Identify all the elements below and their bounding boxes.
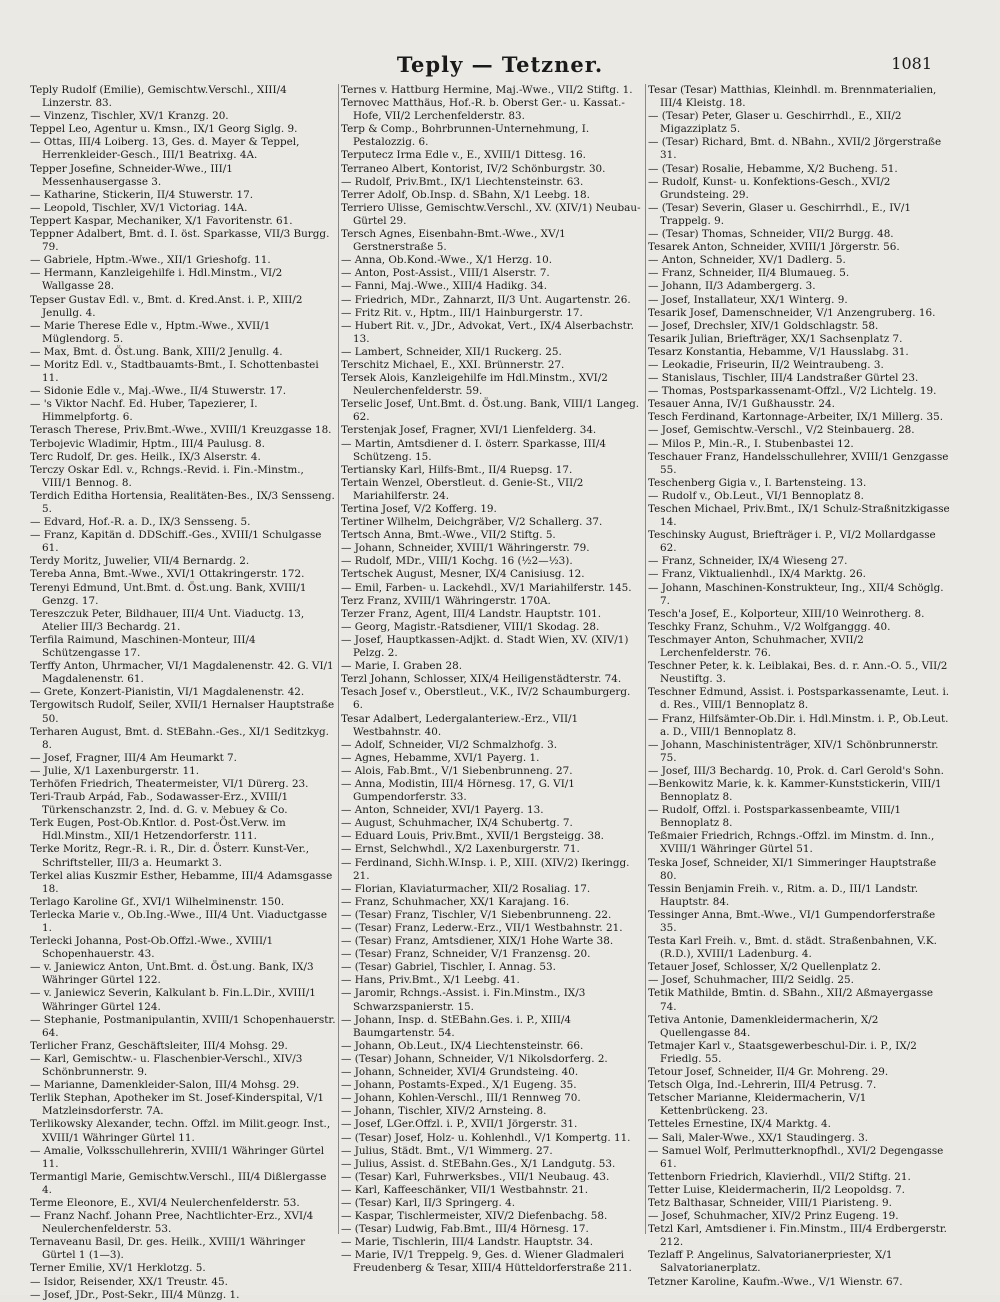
directory-entry: — Josef, Drechsler, XIV/1 Goldschlagstr. 58. (648, 319, 879, 332)
directory-entry: — v. Janiewicz Anton, Unt.Bmt. d. Öst.ung. Bank, IX/3 Währinger Gürtel 122. (30, 961, 314, 987)
directory-entry: Tesach Josef v., Oberstleut., V.K., IV/2 Schaumburgerg. 6. (341, 686, 631, 712)
directory-entry: — Johann, Kohlen-Verschl., III/1 Rennweg 70. (341, 1092, 581, 1105)
directory-entry: — Karl, Kaffeeschänker, VII/1 Westbahnstr. 21. (341, 1183, 589, 1196)
directory-entry: — Johann, Tischler, XIV/2 Arnsteing. 8. (341, 1105, 547, 1118)
directory-entry: Terschitz Michael, E., XXI. Brünnerstr. 27. (341, 358, 565, 371)
directory-entry: — Katharine, Stickerin, II/4 Stuwerstr. 17. (30, 188, 254, 201)
directory-entry: — (Tesar) Franz, Schneider, V/1 Franzensg. 20. (341, 948, 591, 961)
directory-entry: — Eduard Louis, Priv.Bmt., XVII/1 Bergsteigg. 38. (341, 830, 604, 843)
directory-entry: Terczy Oskar Edl. v., Rchngs.-Revid. i. Fin.-Minstm., VIII/1 Bennog. 8. (30, 463, 304, 489)
directory-entry: Tesch'a Josef, E., Kolporteur, XIII/10 Weinrotherg. 8. (648, 607, 925, 620)
directory-entry: — Johann, Maschinen-Konstrukteur, Ing., XII/4 Schöglg. 7. (648, 581, 944, 607)
directory-entry: Terffy Anton, Uhrmacher, VI/1 Magdalenenstr. 42. G. VI/1 Magdalenenstr. 61. (30, 660, 334, 686)
directory-entry: — Franz, Kapitän d. DDSchiff.-Ges., XVIII/1 Schulgasse 61. (30, 529, 322, 555)
directory-entry: — Marianne, Damenkleider-Salon, III/4 Mohsg. 29. (30, 1079, 300, 1092)
directory-entry: — Franz, Hilfsämter-Ob.Dir. i. Hdl.Minstm. i. P., Ob.Leut. a. D., VIII/1 Bennoplatz 8. (648, 712, 949, 738)
directory-entry: Tereszczuk Peter, Bildhauer, III/4 Unt. Viaductg. 13, Atelier III/3 Bechardg. 21. (30, 607, 305, 633)
directory-entry: Tezlaff P. Angelinus, Salvatorianerpriester, X/1 Salvatorianerplatz. (648, 1249, 893, 1275)
directory-entry: Terk Eugen, Post-Ob.Kntlor. d. Post-Öst.Verw. im Hdl.Minstm., XII/1 Hetzendorferstr. 111. (30, 817, 286, 843)
directory-entry: Tepper Josefine, Schneider-Wwe., III/1 Messenhausergasse 3. (30, 162, 233, 188)
directory-entry: — Josef, Schuhmacher, XIV/2 Prinz Eugeng. 19. (648, 1210, 899, 1223)
directory-entry: — Josef, LGer.Offzl. i. P., XVII/1 Jörgerstr. 31. (341, 1118, 578, 1131)
directory-entry: — Julius, Städt. Bmt., V/1 Wimmerg. 27. (341, 1144, 553, 1157)
directory-entry: Terke Moritz, Regr.-R. i. R., Dir. d. Österr. Kunst-Ver., Schriftsteller, III/3 a. Heumarkt 3. (30, 843, 310, 869)
directory-entry: Terdich Editha Hortensia, Realitäten-Bes., IX/3 Sensseng. 5. (30, 489, 335, 515)
directory-entry: — Gabriele, Hptm.-Wwe., XII/1 Grieshofg. 11. (30, 254, 271, 267)
directory-entry: — (Tesar) Ludwig, Fab.Bmt., III/4 Hörnesg. 17. (341, 1223, 589, 1236)
directory-entry: Testa Karl Freih. v., Bmt. d. städt. Straßenbahnen, V.K. (R.D.), XVIII/1 Ladenburg. 4. (648, 935, 937, 961)
directory-entry: Tetzl Karl, Amtsdiener i. Fin.Minstm., III/4 Erdbergerstr. 212. (648, 1223, 947, 1249)
directory-entry: — Josef, Schuhmacher, III/2 Seidlg. 25. (648, 974, 854, 987)
directory-entry: — Milos P., Min.-R., I. Stubenbastei 12. (648, 437, 854, 450)
directory-entry: —Benkowitz Marie, k. k. Kammer-Kunststickerin, VIII/1 Bennoplatz 8. (648, 777, 942, 804)
directory-entry: — August, Schuhmacher, IX/4 Schubertg. 7. (341, 817, 573, 830)
directory-entry: Tesarek Anton, Schneider, XVIII/1 Jörgerstr. 56. (648, 241, 900, 254)
directory-entry: Tertiner Wilhelm, Deichgräber, V/2 Schallerg. 37. (341, 516, 603, 529)
directory-entry: Tesch Ferdinand, Kartonnage-Arbeiter, IX/1 Millerg. 35. (648, 411, 944, 424)
directory-entry: Teschmayer Anton, Schuhmacher, XVII/2 Lerchenfelderstr. 76. (648, 633, 864, 660)
directory-entry: — Franz, Schneider, II/4 Blumaueg. 5. (648, 267, 850, 280)
directory-entry: — Lambert, Schneider, XII/1 Ruckerg. 25. (341, 345, 562, 358)
directory-entry: — Thomas, Postsparkassenamt-Offzl., V/2 Lichtelg. 19. (648, 385, 937, 398)
directory-entry: Ternaveanu Basil, Dr. ges. Heilk., XVIII/1 Währinger Gürtel 1 (1—3). (30, 1236, 306, 1262)
directory-entry: Terkel alias Kuszmir Esther, Hebamme, III/4 Adamsgasse 18. (30, 869, 333, 895)
directory-entry: Teschky Franz, Schuhm., V/2 Wolfganggg. 40. (648, 620, 891, 633)
directory-entry: — Franz, Schneider, IX/4 Wieseng 27. (648, 555, 848, 568)
directory-entry: Terp & Comp., Bohrbrunnen-Unternehmung, I. Pestalozzig. 6. (341, 123, 590, 149)
directory-entry: — (Tesar) Johann, Schneider, V/1 Nikolsdorferg. 2. (341, 1052, 608, 1065)
directory-entry: — Hubert Rit. v., JDr., Advokat, Vert., IX/4 Alserbachstr. 13. (341, 319, 634, 345)
directory-entry: Ternes v. Hattburg Hermine, Maj.-Wwe., VII/2 Stiftg. 1. (341, 84, 633, 96)
directory-entry: — Anton, Post-Assist., VIII/1 Alserstr. 7. (341, 267, 550, 280)
directory-entry: Terdy Moritz, Juwelier, VII/4 Bernardg. 2. (30, 555, 250, 568)
directory-entry: Terc Rudolf, Dr. ges. Heilk., IX/3 Alserstr. 4. (30, 450, 261, 463)
directory-entry: Tesarik Josef, Damenschneider, V/1 Anzengruberg. 16. (648, 306, 936, 319)
directory-entry: Termantigl Marie, Gemischtw.Verschl., III/4 Dißlergasse 4. (30, 1170, 327, 1196)
directory-entry: — Franz, Schuhmacher, XX/1 Karajang. 16. (341, 895, 570, 908)
directory-entry: — Fritz Rit. v., Hptm., III/1 Hainburgerstr. 17. (341, 306, 583, 319)
directory-entry: Tertiansky Karl, Hilfs-Bmt., II/4 Ruepsg. 17. (341, 463, 573, 476)
directory-entry: Terz Franz, XVIII/1 Währingerstr. 170A. (341, 594, 551, 607)
directory-entry: — Leopold, Tischler, XV/1 Victoriag. 14A. (30, 201, 248, 214)
directory-entry: — (Tesar) Karl, Fuhrwerksbes., VII/1 Neubaug. 43. (341, 1170, 610, 1183)
directory-entry: Tettenborn Friedrich, Klavierhdl., VII/2 Stiftg. 21. (648, 1170, 911, 1183)
directory-entry: — Stanislaus, Tischler, III/4 Landstraßer Gürtel 23. (648, 372, 919, 385)
directory-entry: Teri-Traub Arpád, Fab., Sodawasser-Erz., XVIII/1 Türkenschanzstr. 2, Ind. d. G. v. Mebuey & Co. (30, 791, 289, 817)
directory-entry: — Anton, Schneider, XV/1 Dadlerg. 5. (648, 254, 846, 267)
directory-entry: — Josef, Gemischtw.-Verschl., V/2 Steinbauerg. 28. (648, 424, 915, 437)
directory-entry: Tesauer Anna, IV/1 Gußhausstr. 24. (648, 398, 835, 411)
directory-entry: Terzer Franz, Agent, III/4 Landstr. Hauptstr. 101. (341, 607, 602, 620)
directory-entry: — Rudolf, MDr., VIII/1 Kochg. 16 (½2—½3). (341, 555, 573, 568)
directory-entry: Terzl Johann, Schlosser, XIX/4 Heiligenstädterstr. 74. (341, 673, 622, 686)
directory-entry: Tetzner Karoline, Kaufm.-Wwe., V/1 Wienstr. 67. (648, 1275, 903, 1288)
directory-entry: Tetteles Ernestine, IX/4 Marktg. 4. (648, 1118, 831, 1131)
directory-entry: Tertina Josef, V/2 Kofferg. 19. (341, 503, 497, 515)
directory-entry: — (Tesar) Richard, Bmt. d. NBahn., XVII/2 Jörgerstraße 31. (648, 136, 942, 162)
directory-entry: — Sidonie Edle v., Maj.-Wwe., II/4 Stuwerstr. 17. (30, 385, 287, 398)
directory-entry: — Stephanie, Postmanipulantin, XVIII/1 Schopenhauerstr. 64. (30, 1013, 336, 1039)
directory-entry: Tessin Benjamin Freih. v., Ritm. a. D., III/1 Landstr. Hauptstr. 84. (648, 882, 919, 908)
directory-entry: — Vinzenz, Tischler, XV/1 Kranzg. 20. (30, 110, 229, 123)
directory-entry: Terlago Karoline Gf., XVI/1 Wilhelminenstr. 150. (30, 895, 285, 908)
directory-entry: — Johann, Postamts-Exped., X/1 Eugeng. 35. (341, 1079, 577, 1092)
directory-entry: Terlicher Franz, Geschäftsleiter, III/4 Mohsg. 29. (30, 1039, 288, 1052)
directory-entry: — Rudolf, Offzl. i. Postsparkassenbeamte, VIII/1 Bennoplatz 8. (648, 804, 901, 830)
directory-entry: — v. Janiewicz Severin, Kalkulant b. Fin.L.Dir., XVIII/1 Währinger Gürtel 124. (30, 987, 316, 1013)
directory-entry: — Georg, Magistr.-Ratsdiener, VIII/1 Skodag. 28. (341, 620, 600, 633)
directory-entry: — (Tesar) Gabriel, Tischler, I. Annag. 53. (341, 961, 556, 974)
directory-entry: — Josef, III/3 Bechardg. 10, Prok. d. Carl Gerold's Sohn. (648, 764, 944, 777)
directory-entry: — Julius, Assist. d. StEBahn.Ges., X/1 Landgutg. 53. (341, 1157, 616, 1170)
directory-entry: Teßmaier Friedrich, Rchngs.-Offzl. im Minstm. d. Inn., XVIII/1 Währinger Gürtel 51. (648, 830, 935, 856)
directory-entry: Terputecz Irma Edle v., E., XVIII/1 Dittesg. 16. (341, 149, 586, 162)
directory-entry: — Kaspar, Tischlermeister, XIV/2 Diefenbachg. 58. (341, 1210, 608, 1223)
directory-entry: Terselic Josef, Unt.Bmt. d. Öst.ung. Bank, VIII/1 Langeg. 62. (341, 398, 640, 424)
directory-entry: — Isidor, Reisender, XX/1 Treustr. 45. (30, 1275, 228, 1288)
directory-entry: Teppert Kaspar, Mechaniker, X/1 Favoritenstr. 61. (30, 214, 293, 227)
directory-entry: Tertain Wenzel, Oberstleut. d. Genie-St., VII/2 Mariahilferstr. 24. (341, 476, 584, 502)
directory-entry: Terlik Stephan, Apotheker im St. Josef-Kinderspital, V/1 Matzleinsdorferstr. 7A. (30, 1092, 324, 1118)
directory-entry: — Josef, Hauptkassen-Adjkt. d. Stadt Wien, XV. (XIV/1) Pelzg. 2. (341, 633, 629, 660)
directory-entry: — (Tesar) Franz, Lederw.-Erz., VII/1 Westbahnstr. 21. (341, 922, 623, 934)
directory-entry: Teppel Leo, Agentur u. Kmsn., IX/1 Georg Siglg. 9. (30, 123, 298, 136)
directory-entry: — Franz, Viktualienhdl., IX/4 Marktg. 26. (648, 568, 866, 581)
column-divider (645, 84, 646, 1234)
directory-entry: — Max, Bmt. d. Öst.ung. Bank, XIII/2 Jenullg. 4. (30, 345, 283, 358)
directory-entry: Tersek Alois, Kanzleigehilfe im Hdl.Minstm., XVI/2 Neulerchenfelderstr. 59. (341, 372, 608, 398)
directory-entry: — (Tesar) Severin, Glaser u. Geschirrhdl., E., IV/1 Trappelg. 9. (648, 201, 911, 227)
directory-entry: — Anna, Ob.Kond.-Wwe., X/1 Herzg. 10. (341, 254, 553, 267)
directory-entry: — Johann, Schneider, XVI/4 Grundsteing. 40. (341, 1066, 579, 1079)
directory-entry: Teply Rudolf (Emilie), Gemischtw.Verschl., XIII/4 Linzerstr. 83. (30, 84, 287, 110)
directory-entry: Tetsch Olga, Ind.-Lehrerin, III/4 Petrusg. 7. (648, 1079, 877, 1092)
directory-entry: — Sali, Maler-Wwe., XX/1 Staudingerg. 3. (648, 1131, 869, 1144)
directory-entry: — Josef, Installateur, XX/1 Winterg. 9. (648, 293, 848, 306)
directory-entry: Teschen Michael, Priv.Bmt., IX/1 Schulz-Straßnitzkigasse 14. (648, 503, 950, 529)
directory-entry: — Alois, Fab.Bmt., V/1 Siebenbrunneng. 27. (341, 764, 573, 777)
directory-entry: Tetter Luise, Kleidermacherin, II/2 Leopoldsg. 7. (648, 1183, 905, 1196)
directory-entry: — (Tesar) Rosalie, Hebamme, X/2 Bucheng. 51. (648, 162, 898, 175)
column-2 (341, 84, 643, 1284)
directory-entry: Teschner Edmund, Assist. i. Postsparkassenamte, Leut. i. d. Res., VIII/1 Bennoplatz 8. (648, 686, 950, 712)
directory-entry: Terasch Therese, Priv.Bmt.-Wwe., XVIII/1 Kreuzgasse 18. (30, 424, 332, 437)
directory-entry: Tesarik Julian, Briefträger, XX/1 Sachsenplatz 7. (648, 332, 903, 345)
directory-entry: — Hans, Priv.Bmt., X/1 Leebg. 41. (341, 974, 520, 987)
directory-entry: Tetauer Josef, Schlosser, X/2 Quellenplatz 2. (648, 961, 881, 974)
directory-entry: — Ferdinand, Sichh.W.Insp. i. P., XIII. (XIV/2) Ikeringg. 21. (341, 856, 630, 882)
directory-entry: Teschauer Franz, Handelsschullehrer, XVIII/1 Genzgasse 55. (648, 450, 949, 476)
directory-entry: Tetik Mathilde, Bmtin. d. SBahn., XII/2 Aßmayergasse 74. (648, 987, 934, 1013)
directory-entry: — Jaromir, Rchngs.-Assist. i. Fin.Minstm., IX/3 Schwarzspanierstr. 15. (341, 987, 586, 1013)
directory-entry: — Josef, Fragner, III/4 Am Heumarkt 7. (30, 751, 237, 764)
column-3 (648, 84, 950, 1288)
directory-entry: — Marie, I. Graben 28. (341, 660, 463, 673)
directory-entry: Terbojevic Wladimir, Hptm., III/4 Paulusg. 8. (30, 437, 265, 450)
directory-entry: — Anna, Modistin, III/4 Hörnesg. 17, G. VI/1 Gumpendorferstr. 33. (341, 777, 575, 804)
directory-entry: — Marie Therese Edle v., Hptm.-Wwe., XVII/1 Müglendorg. 5. (30, 319, 271, 345)
directory-entry: Terlecka Marie v., Ob.Ing.-Wwe., III/4 Unt. Viaductgasse 1. (30, 908, 328, 934)
directory-entry: — Adolf, Schneider, VI/2 Schmalzhofg. 3. (341, 738, 557, 751)
page-title: Teply — Tetzner. (396, 52, 604, 77)
directory-entry: Tepser Gustav Edl. v., Bmt. d. Kred.Anst. i. P., XIII/2 Jenullg. 4. (30, 293, 303, 319)
directory-entry: — Rudolf, Priv.Bmt., IX/1 Liechtensteinstr. 63. (341, 175, 584, 188)
directory-entry: — Karl, Gemischtw.- u. Flaschenbier-Verschl., XIV/3 Schönbrunnerstr. 9. (30, 1052, 303, 1079)
directory-entry: — (Tesar) Franz, Amtsdiener, XIX/1 Hohe Warte 38. (341, 935, 614, 948)
directory-entry: Teschinsky August, Briefträger i. P., VI/2 Mollardgasse 62. (648, 529, 936, 555)
directory-entry: — Friedrich, MDr., Zahnarzt, II/3 Unt. Augartenstr. 26. (341, 293, 631, 306)
directory-entry: Tessinger Anna, Bmt.-Wwe., VI/1 Gumpendorferstraße 35. (648, 908, 936, 934)
directory-entry: — (Tesar) Josef, Holz- u. Kohlenhdl., V/1 Kompertg. 11. (341, 1131, 631, 1144)
directory-entry: Teska Josef, Schneider, XI/1 Simmeringer Hauptstraße 80. (648, 856, 937, 882)
directory-entry: Tetour Josef, Schneider, II/4 Gr. Mohreng. 29. (648, 1066, 889, 1079)
directory-entry: — Johann, II/3 Adambergerg. 3. (648, 280, 816, 293)
directory-entry: — Johann, Schneider, XVIII/1 Währingerstr. 79. (341, 542, 590, 555)
directory-entry: Ternovec Matthäus, Hof.-R. b. Oberst Ger.- u. Kassat.-Hofe, VII/2 Lerchenfelderstr. 83. (341, 97, 625, 123)
page-number: 1081 (891, 54, 932, 73)
directory-entry: Terlecki Johanna, Post-Ob.Offzl.-Wwe., XVIII/1 Schopenhauerstr. 43. (30, 935, 274, 961)
directory-entry: — Emil, Farben- u. Lackehdl., XV/1 Mariahilferstr. 145. (341, 581, 632, 594)
directory-entry: — Amalie, Volksschullehrerin, XVIII/1 Währinger Gürtel 11. (30, 1144, 325, 1170)
directory-entry: — Moritz Edl. v., Stadtbauamts-Bmt., I. Schottenbastei 11. (30, 358, 319, 385)
directory-entry: Terme Eleonore, E., XVI/4 Neulerchenfelderstr. 53. (30, 1196, 300, 1209)
directory-entry: — Leokadie, Friseurin, II/2 Weintraubeng. 3. (648, 358, 884, 371)
column-1 (30, 84, 336, 1301)
directory-entry: — Samuel Wolf, Perlmutterknopfhdl., XVI/2 Degengasse 61. (648, 1144, 944, 1170)
directory-entry: Terhöfen Friedrich, Theatermeister, VI/1 Dürerg. 23. (30, 777, 309, 790)
directory-entry: — Franz Nachf. Johann Pree, Nachtlichter-Erz., XVI/4 Neulerchenfelderstr. 53. (30, 1210, 314, 1236)
directory-entry: — Josef, JDr., Post-Sekr., III/4 Münzg. 1. (30, 1288, 240, 1301)
directory-entry: — (Tesar) Franz, Tischler, V/1 Siebenbrunneng. 22. (341, 908, 612, 921)
directory-entry: Terraneo Albert, Kontorist, IV/2 Schönburgstr. 30. (341, 162, 606, 175)
directory-entry: Tesarz Konstantia, Hebamme, V/1 Hausslabg. 31. (648, 345, 909, 358)
directory-entry: Terriero Ulisse, Gemischtw.Verschl., XV. (XIV/1) Neubau-Gürtel 29. (341, 201, 641, 227)
directory-entry: Tetscher Marianne, Kleidermacherin, V/1 Kettenbrückeng. 23. (648, 1092, 867, 1118)
directory-entry: Terrer Adolf, Ob.Insp. d. SBahn, X/1 Leebg. 18. (341, 188, 590, 201)
directory-entry: — Florian, Klaviaturmacher, XII/2 Rosaliag. 17. (341, 882, 591, 895)
directory-entry: Tetz Balthasar, Schneider, VIII/1 Piaristeng. 9. (648, 1196, 892, 1209)
directory-entry: Terstenjak Josef, Fragner, XVI/1 Lienfelderg. 34. (341, 424, 597, 437)
directory-entry: — Agnes, Hebamme, XVI/1 Payerg. 1. (341, 751, 540, 764)
directory-entry: Tetmajer Karl v., Staatsgewerbeschul-Dir. i. P., IX/2 Friedlg. 55. (648, 1039, 917, 1065)
directory-entry: — Marie, Tischlerin, III/4 Landstr. Hauptstr. 34. (341, 1236, 594, 1249)
directory-entry: Tersch Agnes, Eisenbahn-Bmt.-Wwe., XV/1 Gerstnerstraße 5. (341, 228, 566, 254)
directory-entry: Terner Emilie, XV/1 Herklotzg. 5. (30, 1262, 206, 1275)
page-header (0, 52, 1000, 78)
directory-entry: Terenyi Edmund, Unt.Bmt. d. Öst.ung. Bank, XVIII/1 Genzg. 17. (30, 581, 307, 607)
directory-entry: Tergowitsch Rudolf, Seiler, XVII/1 Hernalser Hauptstraße 50. (30, 699, 335, 725)
directory-entry: Tesar (Tesar) Matthias, Kleinhdl. m. Brennmaterialien, III/4 Kleistg. 18. (648, 84, 937, 110)
directory-entry: — Julie, X/1 Laxenburgerstr. 11. (30, 764, 200, 777)
directory-entry: — (Tesar) Peter, Glaser u. Geschirrhdl., E., XII/2 Migazziplatz 5. (648, 110, 902, 136)
directory-entry: Terharen August, Bmt. d. StEBahn.-Ges., XI/1 Seditzkyg. 8. (30, 725, 329, 751)
directory-entry: — Rudolf v., Ob.Leut., VI/1 Bennoplatz 8. (648, 489, 864, 502)
directory-entry: Terlikowsky Alexander, techn. Offzl. im Milit.geogr. Inst., XVIII/1 Währinger Gürtel 11. (30, 1118, 331, 1144)
directory-entry: — Martin, Amtsdiener d. I. österr. Sparkasse, III/4 Schützeng. 15. (341, 437, 606, 463)
directory-entry: — Johann, Maschinistenträger, XIV/1 Schönbrunnerstr. 75. (648, 738, 939, 764)
directory-entry: — Johann, Ob.Leut., IX/4 Liechtensteinstr. 66. (341, 1039, 584, 1052)
directory-entry: — (Tesar) Karl, II/3 Springerg. 4. (341, 1196, 516, 1209)
directory-entry: Tetiva Antonie, Damenkleidermacherin, X/2 Quellengasse 84. (648, 1013, 879, 1039)
directory-entry: Teschner Peter, k. k. Leiblakai, Bes. d. r. Ann.-O. 5., VII/2 Neustiftg. 3. (648, 660, 948, 686)
directory-entry: Teschenberg Gigia v., I. Bartensteing. 13. (648, 476, 867, 489)
directory-entry: — Ernst, Selchwhdl., X/2 Laxenburgerstr. 71. (341, 843, 580, 856)
directory-entry: — Edvard, Hof.-R. a. D., IX/3 Sensseng. 5. (30, 516, 251, 529)
directory-entry: — Ottas, III/4 Loiberg. 13, Ges. d. Mayer & Teppel, Herrenkleider-Gesch., III/1 Beatrixg. 4A. (30, 136, 300, 162)
directory-entry: — Rudolf, Kunst- u. Konfektions-Gesch., XVI/2 Grundsteing. 29. (648, 175, 891, 201)
directory-entry: — Anton, Schneider, XVI/1 Payerg. 13. (341, 804, 544, 817)
directory-entry: — Hermann, Kanzleigehilfe i. Hdl.Minstm., VI/2 Wallgasse 28. (30, 267, 283, 293)
directory-entry: — Johann, Insp. d. StEBahn.Ges. i. P., XIII/4 Baumgartenstr. 54. (341, 1013, 571, 1039)
directory-entry: — Marie, IV/1 Treppelg. 9, Ges. d. Wiener Gladmaleri Freudenberg & Tesar, XIII/4 Hütteldorferstraße 211. (341, 1249, 632, 1275)
directory-entry: — Fanni, Maj.-Wwe., XIII/4 Hadikg. 34. (341, 280, 548, 293)
directory-entry: Teppner Adalbert, Bmt. d. I. öst. Sparkasse, VII/3 Burgg. 79. (30, 228, 330, 254)
column-divider (338, 84, 339, 1234)
directory-entry: Tertsch Anna, Bmt.-Wwe., VII/2 Stiftg. 5. (341, 529, 556, 542)
directory-entry: Tertschek August, Mesner, IX/4 Canisiusg. 12. (341, 568, 585, 581)
directory-entry: — 's Viktor Nachf. Ed. Huber, Tapezierer, I. Himmelpfortg. 6. (30, 398, 258, 424)
directory-entry: Terfila Raimund, Maschinen-Monteur, III/4 Schützengasse 17. (30, 633, 256, 660)
directory-entry: — (Tesar) Thomas, Schneider, VII/2 Burgg. 48. (648, 228, 894, 241)
directory-entry: Tereba Anna, Bmt.-Wwe., XVI/1 Ottakringerstr. 172. (30, 568, 305, 581)
directory-entry: Tesar Adalbert, Ledergalanteriew.-Erz., VII/1 Westbahnstr. 40. (341, 712, 579, 738)
directory-entry: — Grete, Konzert-Pianistin, VI/1 Magdalenenstr. 42. (30, 686, 305, 699)
